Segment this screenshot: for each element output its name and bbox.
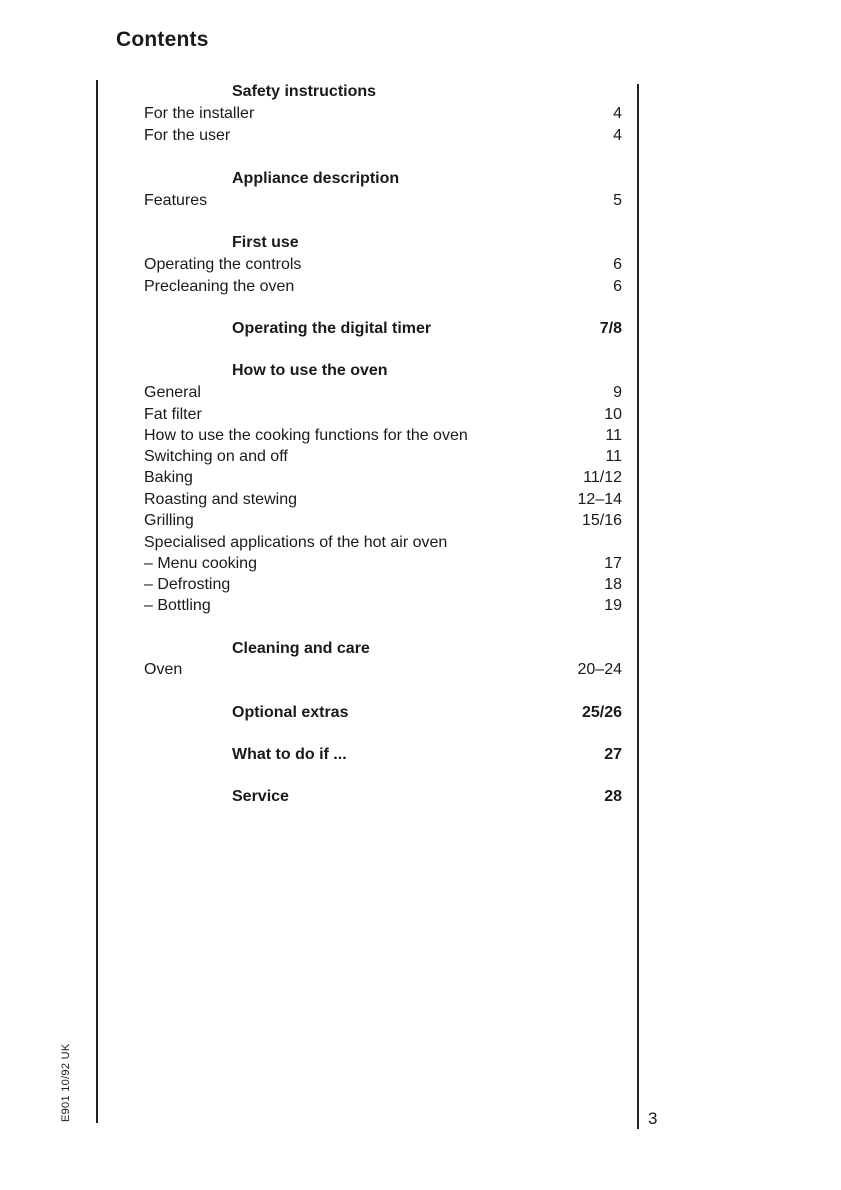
toc-entry[interactable] xyxy=(116,382,624,403)
toc-entry-text: Service xyxy=(232,788,289,805)
toc-entry-text: Appliance description xyxy=(232,170,400,187)
toc-entry-text: Switching on and off xyxy=(144,448,288,465)
toc-entry-text: For the user xyxy=(144,127,231,144)
toc-entry[interactable] xyxy=(116,276,624,297)
toc-entry-page: 9 xyxy=(613,384,622,401)
toc-entry[interactable] xyxy=(116,595,624,616)
toc-entry[interactable] xyxy=(116,786,624,807)
toc-entry-text: General xyxy=(144,384,201,401)
toc-entry-text: Fat filter xyxy=(144,406,202,423)
toc-entry[interactable] xyxy=(116,489,624,510)
toc-entry-page: 11/12 xyxy=(583,469,622,486)
toc-entry[interactable] xyxy=(116,254,624,275)
toc-entry[interactable] xyxy=(116,659,624,680)
toc-entry[interactable] xyxy=(116,360,624,381)
toc-entry-text: Baking xyxy=(144,469,193,486)
toc-entry-text: Specialised applications of the hot air oven xyxy=(144,534,448,551)
toc-entry-text: – Bottling xyxy=(144,597,211,614)
toc-entry[interactable] xyxy=(116,425,624,446)
toc-entry-text: Features xyxy=(144,192,208,209)
toc-entry-page: 17 xyxy=(604,555,622,572)
toc-entry-text: – Defrosting xyxy=(144,576,231,593)
toc-entry-page: 19 xyxy=(604,597,622,614)
toc-entry-page: 10 xyxy=(604,406,622,423)
toc-entry-page: 15/16 xyxy=(581,512,622,529)
toc-entry-page: 7/8 xyxy=(599,320,622,337)
left-rule xyxy=(96,80,98,1123)
toc-entry-page: 4 xyxy=(613,105,622,122)
toc-entry-text: Optional extras xyxy=(232,704,349,721)
toc-entry-page: 5 xyxy=(613,192,622,209)
toc-entry-page: 4 xyxy=(613,127,622,144)
toc-entry-text: Precleaning the oven xyxy=(144,278,295,295)
toc-entry-text: Safety instructions xyxy=(232,83,377,100)
toc-entry[interactable] xyxy=(116,232,624,253)
toc-entry-text: How to use the cooking functions for the oven xyxy=(144,427,468,444)
toc-entry-page: 12–14 xyxy=(577,491,622,508)
toc-entry-text: Operating the controls xyxy=(144,256,302,273)
toc-entry-page: 11 xyxy=(605,448,622,465)
toc-entry[interactable] xyxy=(116,125,624,146)
page-title: Contents xyxy=(116,28,209,51)
toc-entry-text: Cleaning and care xyxy=(232,640,370,657)
toc-entry[interactable] xyxy=(116,574,624,595)
toc-entry[interactable] xyxy=(116,103,624,124)
toc-entry-page: 25/26 xyxy=(581,704,622,721)
toc-entry-text: Operating the digital timer xyxy=(232,320,432,337)
toc-entry[interactable] xyxy=(116,553,624,574)
toc-entry-text: Grilling xyxy=(144,512,194,529)
toc-entry-text: Oven xyxy=(144,661,183,678)
toc-entry[interactable] xyxy=(116,446,624,467)
document-code: E901 10/92 UK xyxy=(60,1043,72,1122)
toc-entry[interactable] xyxy=(116,404,624,425)
toc-entry-page: 6 xyxy=(613,278,622,295)
toc-entry-page: 18 xyxy=(604,576,622,593)
toc-entry-page: 20–24 xyxy=(577,661,622,678)
toc-entry-text: First use xyxy=(232,234,299,251)
toc-entry-text: For the installer xyxy=(144,105,255,122)
toc-entry[interactable] xyxy=(116,638,624,659)
page-number: 3 xyxy=(648,1109,658,1128)
toc-entry-page: 28 xyxy=(604,788,622,805)
toc-entry-page: 11 xyxy=(605,427,622,444)
toc-entry[interactable] xyxy=(116,744,624,765)
toc-entry-text: Roasting and stewing xyxy=(144,491,297,508)
right-rule xyxy=(637,84,639,1129)
toc-entry[interactable] xyxy=(116,467,624,488)
toc-entry[interactable] xyxy=(116,702,624,723)
toc-entry-text: What to do if ... xyxy=(232,746,347,763)
toc-entry[interactable] xyxy=(116,510,624,531)
toc-entry-page: 27 xyxy=(604,746,622,763)
toc-entry[interactable] xyxy=(116,318,624,339)
toc-entry-text: – Menu cooking xyxy=(144,555,257,572)
toc-entry[interactable] xyxy=(116,81,624,102)
toc-entry[interactable] xyxy=(116,190,624,211)
toc-entry-page: 6 xyxy=(613,256,622,273)
toc-entry[interactable] xyxy=(116,532,624,553)
toc-entry-text: How to use the oven xyxy=(232,362,388,379)
toc-entry[interactable] xyxy=(116,168,624,189)
